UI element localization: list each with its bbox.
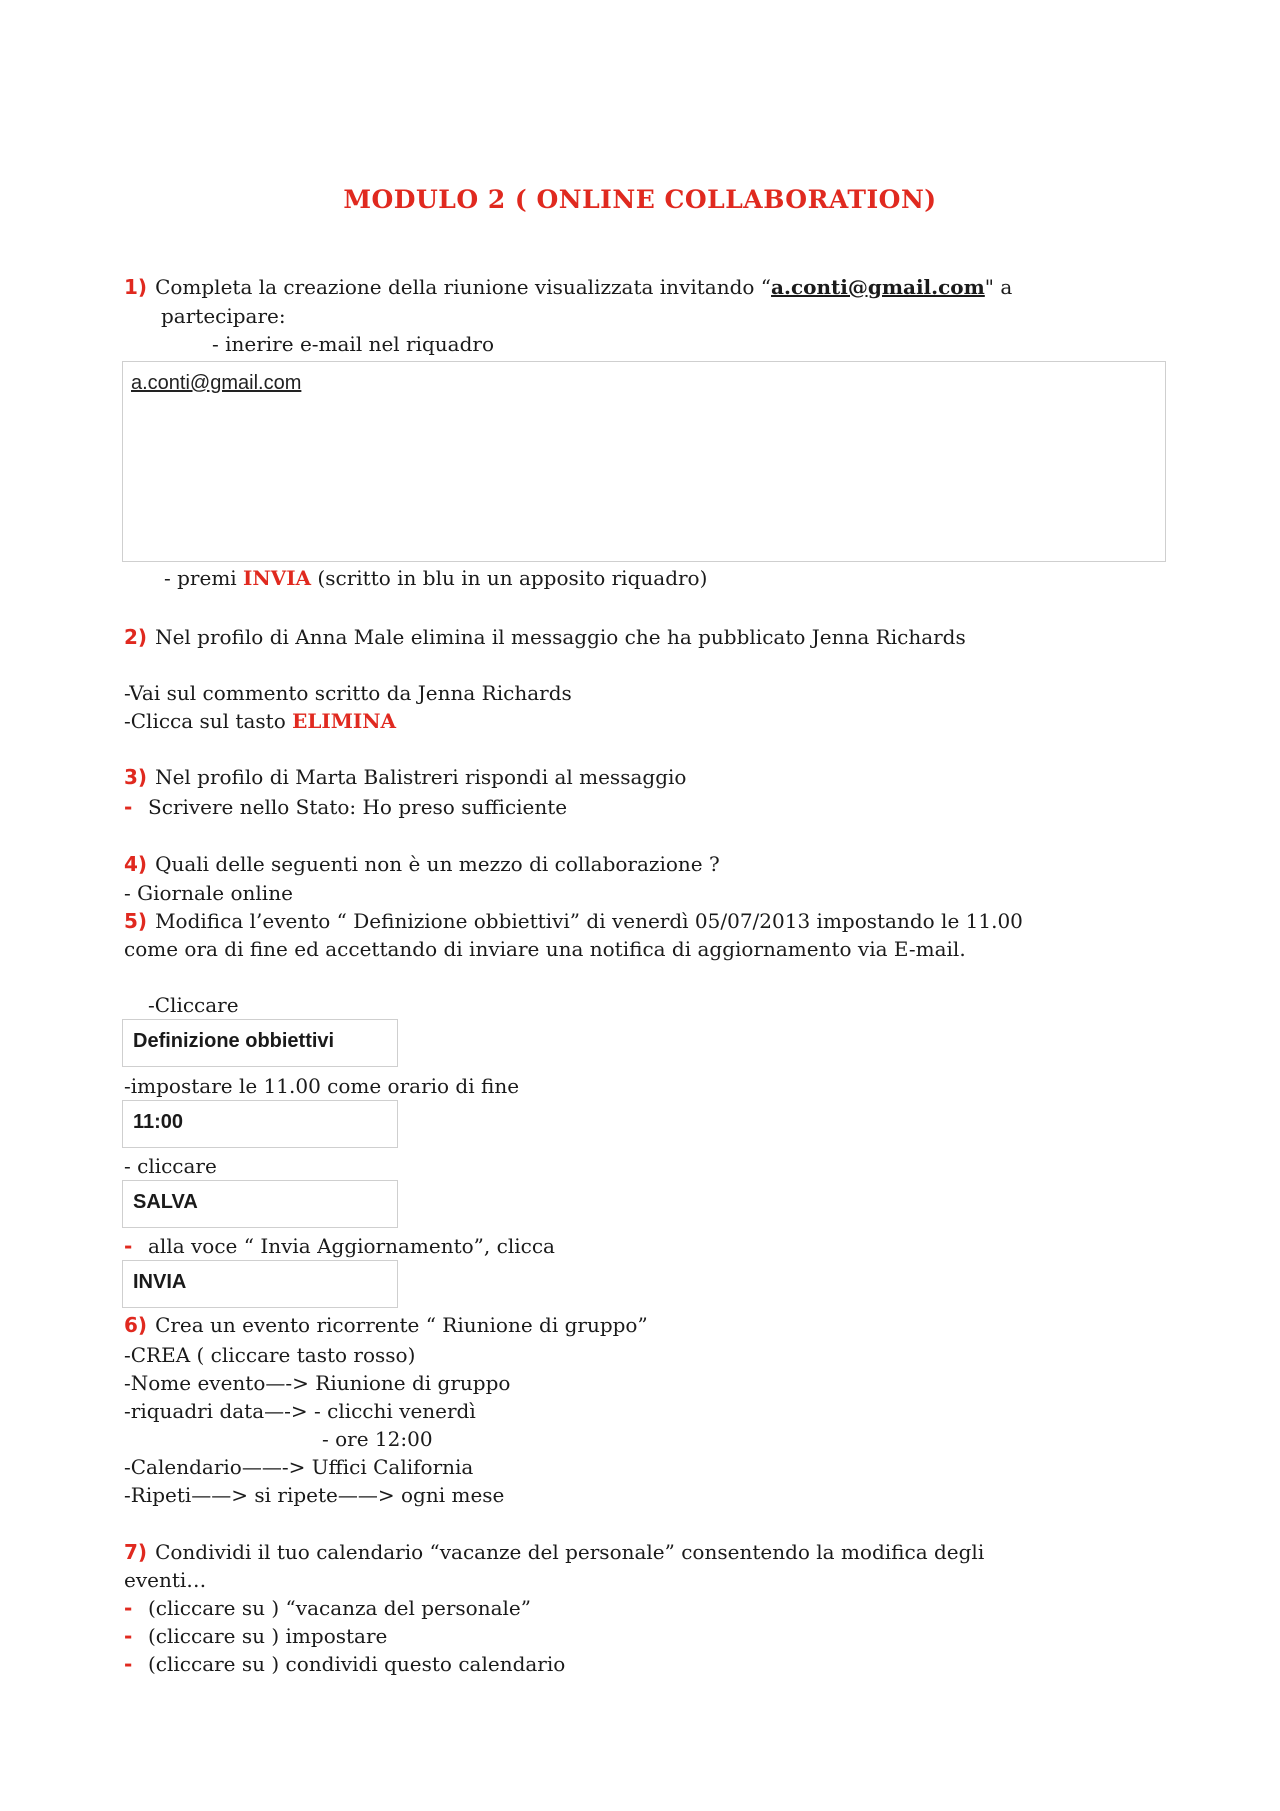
step-text: -CREA ( cliccare tasto rosso) [124,1343,416,1367]
step-text: (cliccare su ) impostare [148,1624,388,1648]
bullet-dash: - [124,795,133,819]
question-number: 3) [124,765,148,789]
step-text: (cliccare su ) “vacanza del personale” [148,1596,531,1620]
email-value: a.conti@gmail.com [131,372,302,394]
question-1 [124,273,1012,301]
step-text: -Vai sul commento scritto da Jenna Richards [124,681,572,705]
question-7 [124,1538,984,1566]
question-text: Quali delle seguenti non è un mezzo di collaborazione ? [155,852,720,876]
step-text: -riquadri data—-> - clicchi venerdì [124,1399,476,1423]
step-text: -Ripeti——> si ripete——> ogni mese [124,1483,505,1507]
step-text: -Calendario——-> Uffici California [124,1455,474,1479]
step-text: (cliccare su ) condividi questo calendario [148,1652,566,1676]
question-number: 5) [124,909,148,933]
elimina-keyword: ELIMINA [292,709,397,733]
bullet-dash: - [124,1652,133,1676]
question-4 [124,850,720,878]
email-input-box[interactable] [122,361,1166,562]
step-item [124,1650,565,1678]
step-text [124,707,396,735]
bullet-dash: - [124,1624,133,1648]
invia-button[interactable]: INVIA [122,1260,398,1308]
step-item [124,793,567,821]
page-title: MODULO 2 ( ONLINE COLLABORATION) [343,185,937,214]
step-text: - ore 12:00 [322,1427,433,1451]
question-text: Condividi il tuo calendario “vacanze del personale” consentendo la modifica degli [155,1540,985,1564]
question-text: Nel profilo di Anna Male elimina il messaggio che ha pubblicato Jenna Richards [155,625,966,649]
step-text: -Cliccare [148,993,239,1017]
step-item [124,1594,531,1622]
question-7-continued: eventi… [124,1568,207,1592]
invia-keyword: INVIA [243,566,312,590]
end-time-field[interactable]: 11:00 [122,1100,398,1148]
question-number: 6) [124,1313,148,1337]
question-text: Crea un evento ricorrente “ Riunione di gruppo” [155,1313,648,1337]
question-5-continued: come ora di fine ed accettando di inviare una notifica di aggiornamento via E-mail. [124,937,966,961]
answer-text: - Giornale online [124,881,293,905]
question-text-end: " a [984,275,1013,299]
question-number: 7) [124,1540,148,1564]
bullet-dash: - [124,1234,133,1258]
question-text: Modifica l’evento “ Definizione obbiettivi” di venerdì 05/07/2013 impostando le 11.00 [155,909,1023,933]
step-text: Scrivere nello Stato: Ho preso sufficiente [148,795,568,819]
question-text: Completa la creazione della riunione visualizzata invitando “ [155,275,772,299]
question-5 [124,907,1023,935]
salva-button[interactable]: SALVA [122,1180,398,1228]
question-6 [124,1311,648,1339]
step-item [124,1622,387,1650]
step-text [164,564,707,592]
question-number: 4) [124,852,148,876]
question-3 [124,763,686,791]
question-number: 2) [124,625,148,649]
question-1-continued: partecipare: [161,304,286,328]
email-link[interactable]: a.conti@gmail.com [771,275,985,299]
step-text: - cliccare [124,1154,217,1178]
step-text: -impostare le 11.00 come orario di fine [124,1074,520,1098]
step-prefix: - premi [164,566,244,590]
question-number: 1) [124,275,148,299]
step-text: alla voce “ Invia Aggiornamento”, clicca [148,1234,555,1258]
step-prefix: -Clicca sul tasto [124,709,293,733]
bullet-dash: - [124,1596,133,1620]
step-item [124,1232,555,1260]
definizione-obbiettivi-button[interactable]: Definizione obbiettivi [122,1019,398,1067]
step-suffix: (scritto in blu in un apposito riquadro) [311,566,708,590]
question-2 [124,623,966,651]
question-text: Nel profilo di Marta Balistreri rispondi al messaggio [155,765,687,789]
step-text: -Nome evento—-> Riunione di gruppo [124,1371,511,1395]
step-text: - inerire e-mail nel riquadro [212,332,495,356]
